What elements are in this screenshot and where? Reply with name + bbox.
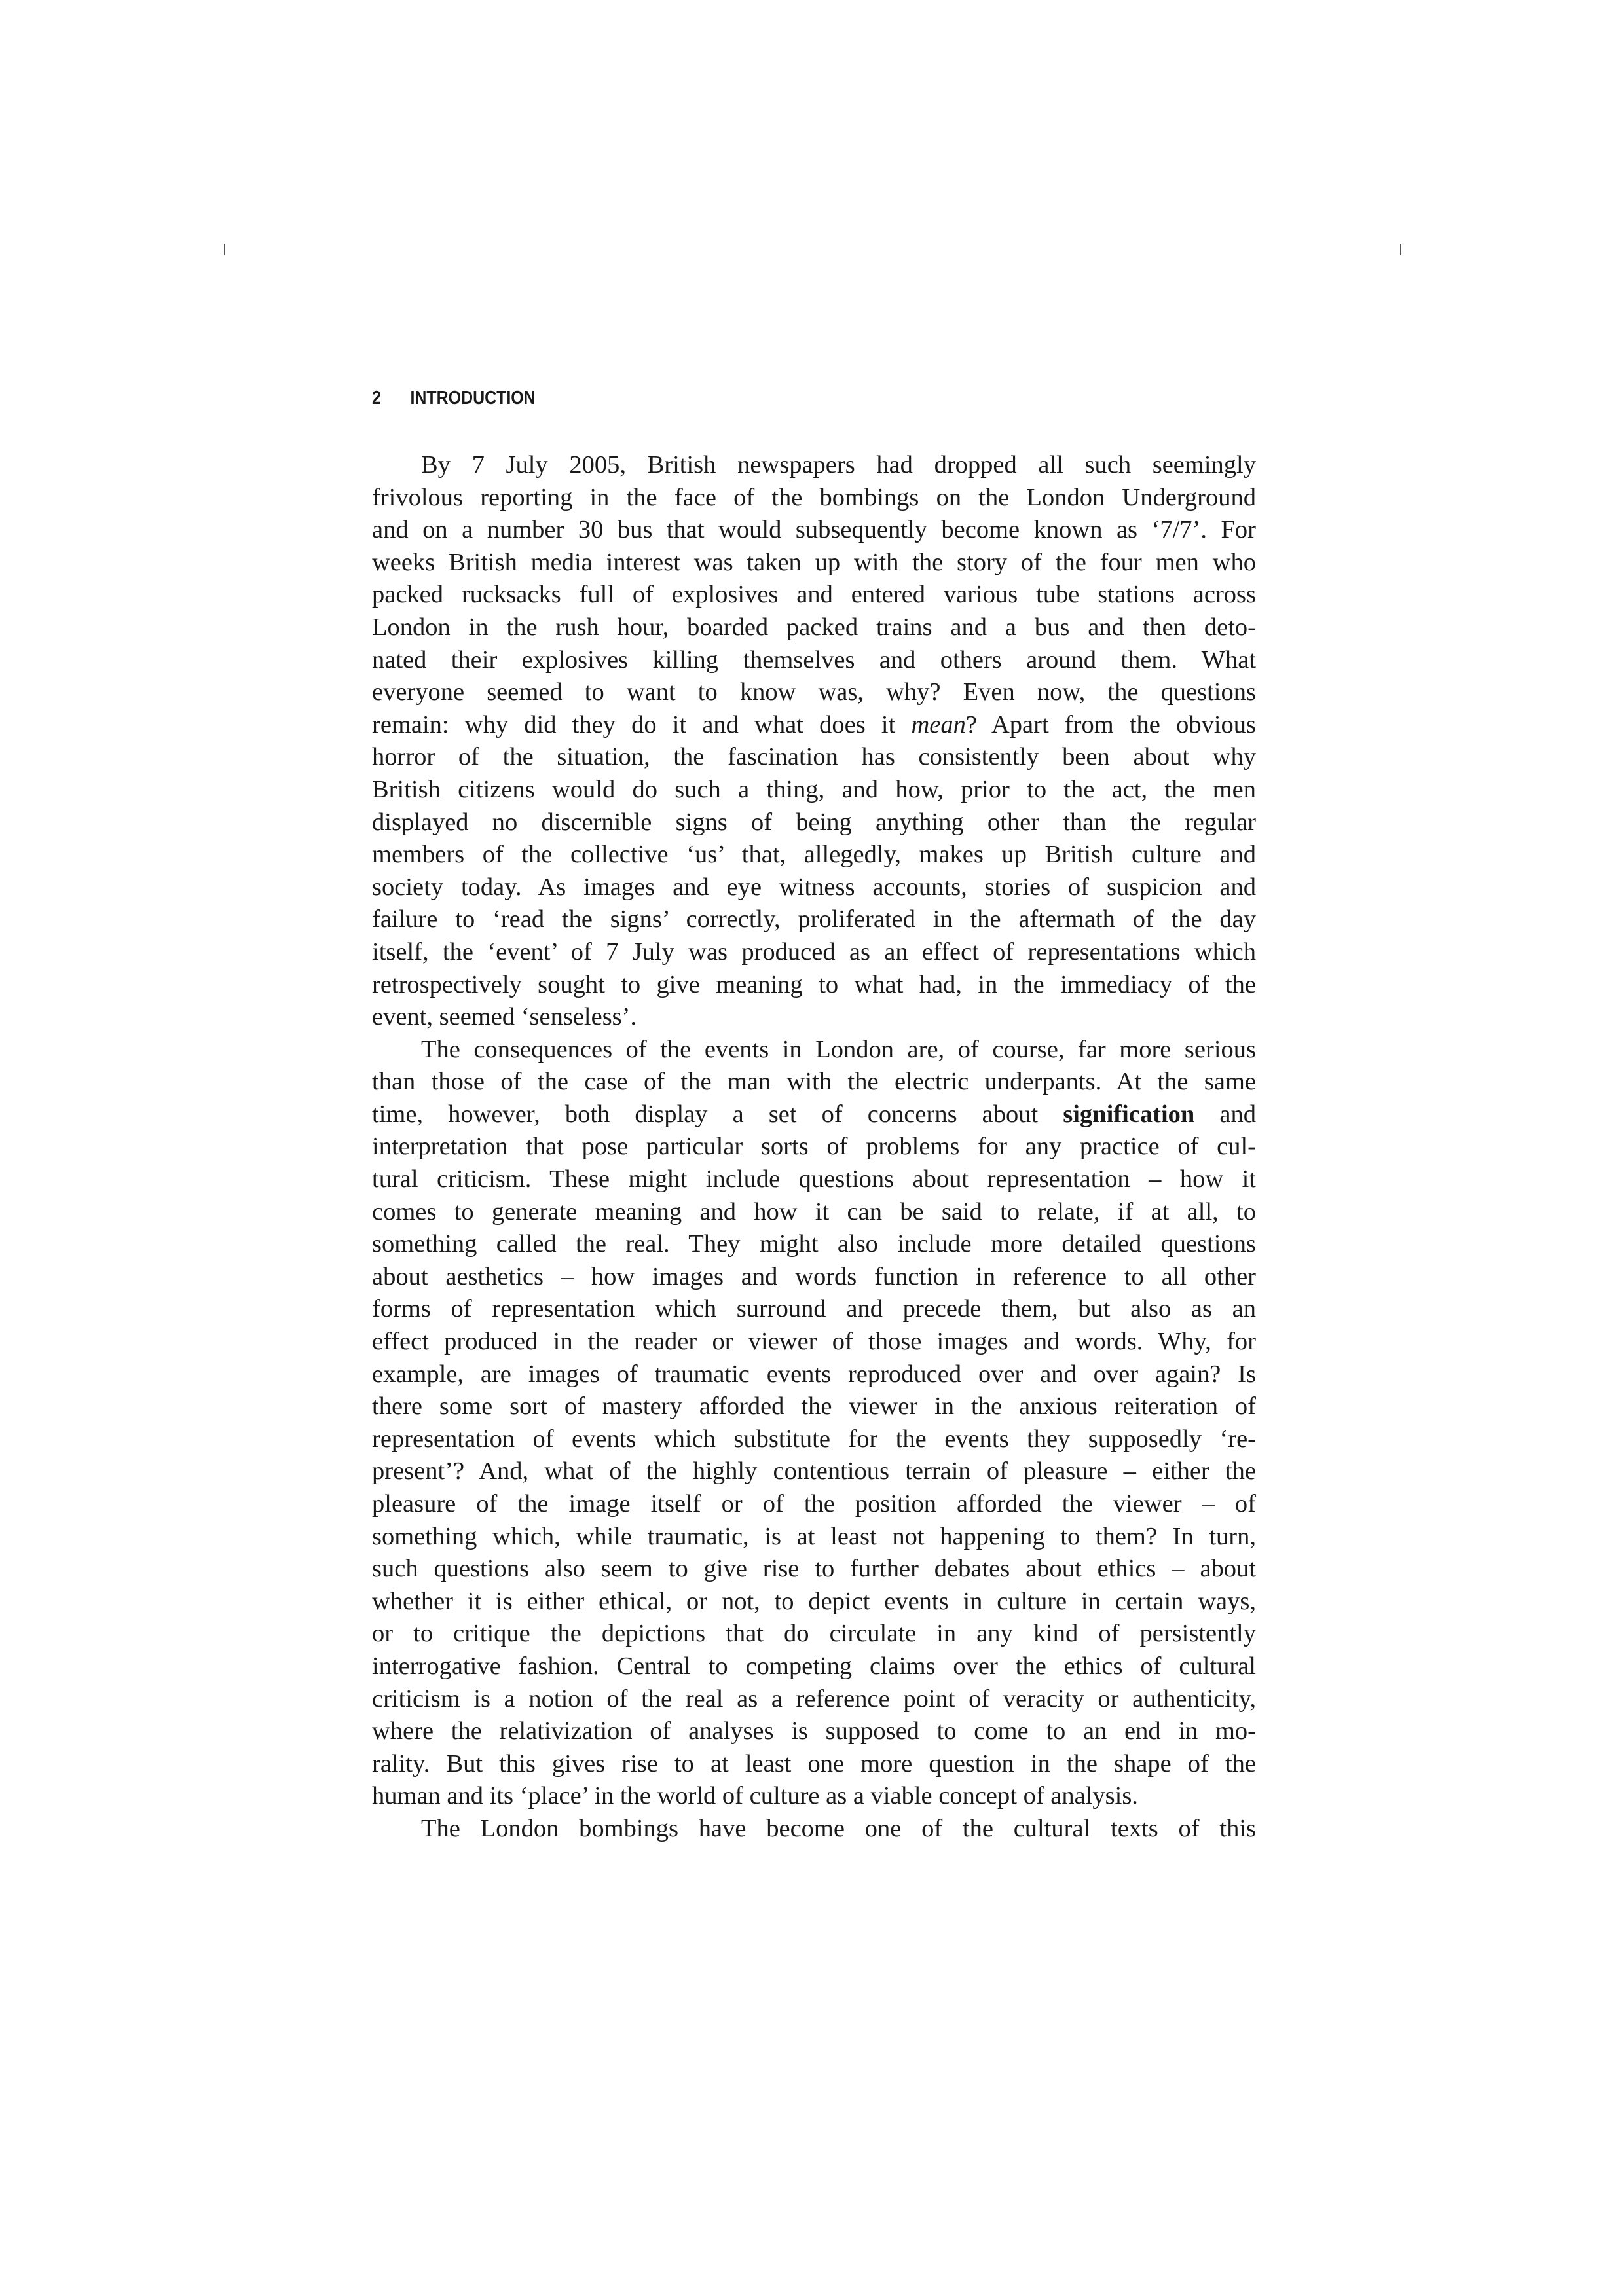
text-line: British citizens would do such a thing, and how, prior to the act, the men	[372, 775, 1256, 803]
text-line: something which, while traumatic, is at least not happening to them? In turn,	[372, 1522, 1256, 1550]
text-line: members of the collective ‘us’ that, allegedly, makes up British culture and	[372, 841, 1256, 869]
text-line: present’? And, what of the highly contentious terrain of pleasure – either the	[372, 1457, 1256, 1485]
text-line: criticism is a notion of the real as a reference point of veracity or authenticity,	[372, 1685, 1256, 1713]
running-head	[372, 388, 536, 409]
text-line-with-bold	[372, 1099, 1256, 1131]
text-line: The consequences of the events in London are, of course, far more serious	[421, 1035, 1256, 1063]
text-line: or to critique the depictions that do circulate in any kind of persistently	[372, 1620, 1256, 1648]
text-line: and on a number 30 bus that would subsequently become known as ‘7/7’. For	[372, 516, 1256, 544]
text-line: displayed no discernible signs of being anything other than the regular	[372, 808, 1256, 836]
page-number: 2	[372, 388, 381, 409]
text-run: and	[1194, 1100, 1256, 1128]
text-line: rality. But this gives rise to at least one more question in the shape of the	[372, 1749, 1256, 1777]
text-line: society today. As images and eye witness accounts, stories of suspicion and	[372, 873, 1256, 901]
text-line: The London bombings have become one of the cultural texts of this	[421, 1814, 1256, 1842]
text-line: failure to ‘read the signs’ correctly, proliferated in the aftermath of the day	[372, 905, 1256, 934]
text-line: where the relativization of analyses is supposed to come to an end in mo-	[372, 1717, 1256, 1745]
paragraph-2	[372, 1034, 1256, 1813]
text-line: forms of representation which surround and precede them, but also as an	[372, 1295, 1256, 1323]
text-line: weeks British media interest was taken up with the story of the four men who	[372, 548, 1256, 576]
text-line: whether it is either ethical, or not, to depict events in culture in certain ways,	[372, 1587, 1256, 1615]
text-line: such questions also seem to give rise to further debates about ethics – about	[372, 1555, 1256, 1583]
text-line: tural criticism. These might include questions about representation – how it	[372, 1165, 1256, 1194]
text-line: interrogative fashion. Central to competing claims over the ethics of cultural	[372, 1652, 1256, 1680]
text-line: London in the rush hour, boarded packed trains and a bus and then deto-	[372, 613, 1256, 641]
text-line: nated their explosives killing themselves and others around them. What	[372, 646, 1256, 674]
text-line: interpretation that pose particular sorts of problems for any practice of cul-	[372, 1133, 1256, 1161]
text-line: everyone seemed to want to know was, why? Even now, the questions	[372, 678, 1256, 706]
text-line: than those of the case of the man with the electric underpants. At the same	[372, 1068, 1256, 1096]
text-run: time, however, both display a set of concerns about	[372, 1100, 1063, 1128]
text-line: itself, the ‘event’ of 7 July was produced as an effect of representations which	[372, 938, 1256, 966]
text-line: horror of the situation, the fascination has consistently been about why	[372, 743, 1256, 771]
text-line: effect produced in the reader or viewer of those images and words. Why, for	[372, 1328, 1256, 1356]
text-line: pleasure of the image itself or of the position afforded the viewer – of	[372, 1490, 1256, 1518]
text-line: retrospectively sought to give meaning to what had, in the immediacy of the	[372, 970, 1256, 998]
text-line: packed rucksacks full of explosives and entered various tube stations across	[372, 581, 1256, 609]
text-line: there some sort of mastery afforded the viewer in the anxious reiteration of	[372, 1393, 1256, 1421]
text-line: human and its ‘place’ in the world of culture as a viable concept of analysis.	[372, 1782, 1138, 1810]
text-line: example, are images of traumatic events reproduced over and over again? Is	[372, 1360, 1256, 1388]
text-line: comes to generate meaning and how it can be said to relate, if at all, to	[372, 1197, 1256, 1226]
paragraph-1	[372, 449, 1256, 1034]
italic-word: mean	[911, 710, 966, 738]
text-line: By 7 July 2005, British newspapers had dropped all such seemingly	[421, 451, 1256, 479]
text-line: frivolous reporting in the face of the bombings on the London Underground	[372, 483, 1256, 511]
text-line: representation of events which substitute for the events they supposedly ‘re-	[372, 1425, 1256, 1453]
body-text	[372, 449, 1256, 1846]
text-line: event, seemed ‘senseless’.	[372, 1003, 637, 1031]
crop-mark-right	[1400, 244, 1401, 255]
running-head-title: INTRODUCTION	[410, 388, 536, 409]
text-line-with-italic	[372, 709, 1256, 742]
text-run: remain: why did they do it and what does it	[372, 710, 912, 738]
text-line: something called the real. They might also include more detailed questions	[372, 1230, 1256, 1258]
crop-mark-left	[224, 244, 225, 255]
text-line: about aesthetics – how images and words function in reference to all other	[372, 1262, 1256, 1290]
bold-keyword: signification	[1063, 1100, 1195, 1128]
text-run: ? Apart from the obvious	[965, 710, 1256, 738]
paragraph-3	[372, 1813, 1256, 1846]
